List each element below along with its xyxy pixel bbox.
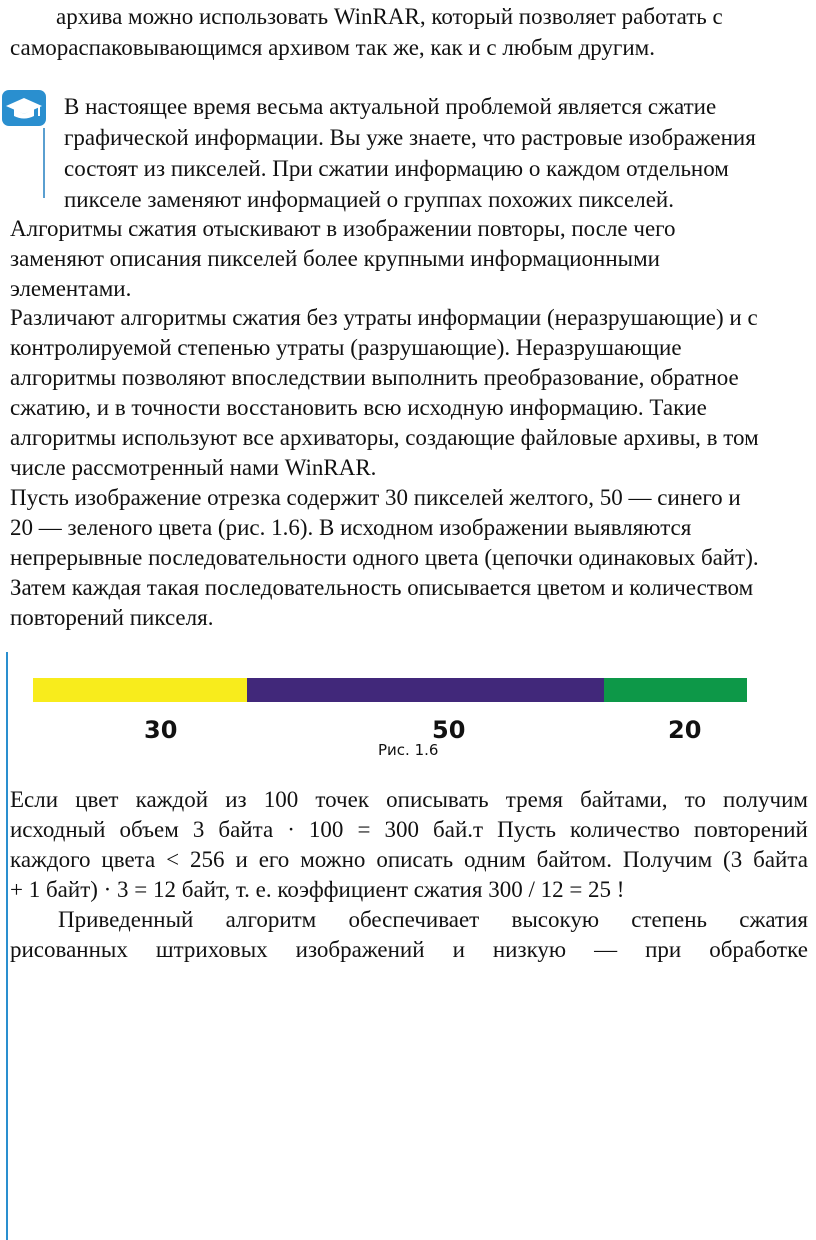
callout-rule [43, 128, 45, 198]
body-line-7: сжатию, и в точности восстановить всю исходную информацию. Такие [10, 395, 707, 420]
para1-word: Пусть [497, 817, 556, 842]
para2-word: обеспечивает [348, 907, 480, 932]
para1-line-3 [10, 845, 808, 875]
callout-line-4: пикселе заменяют информацией о группах похожих пикселей. [64, 187, 674, 212]
para1-word: его [258, 847, 290, 872]
intro-line-1: архива можно использовать WinRAR, который позволяет работать с [56, 4, 723, 29]
para1-word: Если [10, 787, 59, 812]
para1-word: (3 [723, 847, 743, 872]
body-line-10: Пусть изображение отрезка содержит 30 пикселей желтого, 50 — синего и [10, 485, 741, 510]
para1-word: тремя [505, 787, 563, 812]
para2-word: и [452, 937, 465, 962]
para1-word: и [235, 847, 248, 872]
para1-line-2 [10, 815, 808, 845]
para2-word: степень [631, 907, 708, 932]
figure-caption: Рис. 1.6 [378, 741, 439, 759]
body-line-11: 20 — зеленого цвета (рис. 1.6). В исходном изображении выявляются [10, 515, 692, 540]
body-line-1: Алгоритмы сжатия отыскивают в изображении повторы, после чего [10, 216, 676, 241]
callout-line-1: В настоящее время весьма актуальной проблемой является сжатие [64, 94, 717, 119]
para2-word: высокую [511, 907, 600, 932]
para1-word: каждого [10, 847, 91, 872]
para1-word: повторений [693, 817, 808, 842]
para1-word: байта [218, 817, 274, 842]
body-line-8: алгоритмы используют все архиваторы, создающие файловые архивы, в том [10, 425, 759, 450]
body-line-14: повторений пикселя. [10, 605, 214, 630]
body-line-13: Затем каждая такая последовательность описывается цветом и количеством [10, 575, 754, 600]
para1-line-4: + 1 байт) · 3 = 12 байт, т. е. коэффициент сжатия 300 / 12 = 25 ! [10, 877, 625, 902]
green-count-label: 20 [668, 716, 702, 744]
body-line-12: непрерывные последовательности одного цвета (цепочки одинаковых байт). [10, 545, 759, 570]
para2-word: — [594, 937, 618, 962]
body-line-9: числе рассмотренный нами WinRAR. [10, 455, 377, 480]
para1-word: из [225, 787, 247, 812]
para1-word: < [166, 847, 180, 872]
para1-word: байтами, [580, 787, 668, 812]
graduation-cap-icon [0, 84, 50, 134]
para1-word: = [357, 817, 371, 842]
para1-word: 100 [263, 787, 299, 812]
para1-word: количество [570, 817, 680, 842]
para1-word: можно [300, 847, 366, 872]
para1-word: одним [464, 847, 526, 872]
para1-word: 300 [384, 817, 419, 842]
para2-word: сжатия [739, 907, 808, 932]
para1-word: получим [723, 787, 808, 812]
para1-word: байта [753, 847, 808, 872]
para1-word: описать [376, 847, 454, 872]
callout-line-2: графической информации. Вы уже знаете, что растровые изображения [64, 125, 756, 150]
page-margin-rule [6, 652, 8, 1240]
body-line-2: заменяют описания пикселей более крупными информационными [10, 246, 660, 271]
para1-word: 3 [192, 817, 205, 842]
para1-word: 256 [190, 847, 225, 872]
para1-word: каждой [135, 787, 209, 812]
yellow-count-label: 30 [144, 716, 178, 744]
para2-word: рисованных [10, 937, 128, 962]
green-segment [604, 678, 747, 702]
yellow-segment [33, 678, 247, 702]
para1-word: цвет [75, 787, 119, 812]
para1-word: объем [119, 817, 179, 842]
para2-word: штриховых [155, 937, 268, 962]
callout-line-3: состоят из пикселей. При сжатии информацию о каждом отдельном [64, 156, 729, 181]
para1-word: цвета [101, 847, 156, 872]
para2-word: при [645, 937, 682, 962]
para2-word: алгоритм [225, 907, 317, 932]
para1-line-1 [10, 785, 808, 815]
blue-segment [247, 678, 604, 702]
para1-word: точек [315, 787, 369, 812]
body-line-5: контролируемой степенью утраты (разрушающие). Неразрушающие [10, 335, 682, 360]
para2-word: Приведенный [58, 907, 194, 932]
para2-word: низкую [492, 937, 567, 962]
para1-word: бай.т [433, 817, 484, 842]
para1-word: то [684, 787, 706, 812]
para2-line-2 [10, 935, 808, 965]
para1-word: Получим [622, 847, 713, 872]
para1-word: описывать [386, 787, 489, 812]
para1-word: исходный [10, 817, 106, 842]
para2-word: изображений [295, 937, 425, 962]
para2-word: обработке [709, 937, 808, 962]
para2-line-1 [58, 905, 808, 935]
para1-word: · [287, 817, 295, 842]
para1-word: 100 [308, 817, 344, 842]
body-line-6: алгоритмы позволяют впоследствии выполнить преобразование, обратное [10, 365, 739, 390]
body-line-3: элементами. [10, 276, 132, 301]
intro-line-2: самораспаковывающимся архивом так же, как и с любым другим. [10, 35, 655, 60]
para1-word: байтом. [536, 847, 612, 872]
blue-count-label: 50 [432, 716, 466, 744]
body-line-4: Различают алгоритмы сжатия без утраты информации (неразрушающие) и с [10, 305, 758, 330]
